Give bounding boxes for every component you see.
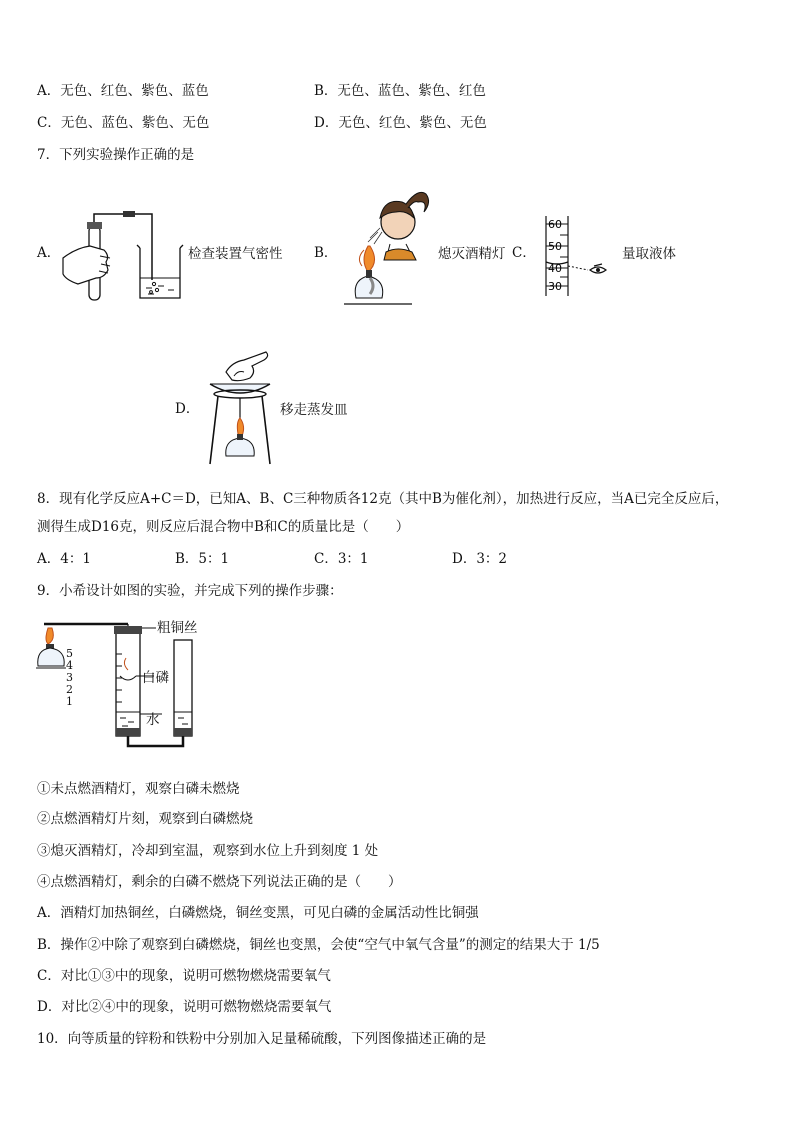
q7-option-a-label: A．	[37, 245, 61, 261]
q6-option-d: D．无色、红色、紫色、无色	[314, 115, 487, 131]
q9-step-3: ③熄灭酒精灯，冷却到室温，观察到水位上升到刻度 1 处	[37, 843, 379, 859]
q7-option-c-caption: 量取液体	[622, 246, 676, 262]
scale-5: 5	[66, 647, 73, 660]
q7-option-a-caption: 检查装置气密性	[188, 246, 283, 262]
q7-stem: 7．下列实验操作正确的是	[37, 147, 195, 163]
tick-50: 50	[548, 240, 562, 253]
q9-step-2: ②点燃酒精灯片刻，观察到白磷燃烧	[37, 811, 253, 827]
q7-option-d-label: D．	[175, 401, 200, 417]
label-copper-wire: 粗铜丝	[157, 620, 198, 636]
q8-stem-line-2: 测得生成D16克，则反应后混合物中B和C的质量比是（ ）	[37, 519, 410, 535]
q8-option-a: A．4：1	[37, 551, 91, 567]
q7-option-b-caption: 熄灭酒精灯	[438, 246, 506, 262]
q9-option-c: C．对比①③中的现象，说明可燃物燃烧需要氧气	[37, 968, 331, 984]
q9-option-d: D．对比②④中的现象，说明可燃物燃烧需要氧气	[37, 999, 332, 1015]
q6-option-c: C．无色、蓝色、紫色、无色	[37, 115, 210, 131]
evaporating-dish-figure	[204, 348, 276, 470]
q8-stem-line-1: 8．现有化学反应A+C＝D，已知A、B、C三种物质各12克（其中B为催化剂），加热进行反应，当A已完全反应后，	[37, 491, 729, 507]
scale-3: 3	[66, 671, 73, 684]
airtightness-check-figure	[58, 208, 188, 303]
q8-option-d: D．3：2	[452, 551, 508, 567]
label-water: 水	[146, 712, 160, 728]
scale-1: 1	[66, 695, 73, 708]
blow-out-lamp-figure	[340, 180, 440, 320]
graduated-cylinder-figure	[544, 214, 619, 298]
q9-option-a: A．酒精灯加热铜丝，白磷燃烧，铜丝变黑，可见白磷的金属活动性比铜强	[37, 905, 479, 921]
q7-option-b-label: B．	[314, 245, 338, 261]
q6-option-a: A．无色、红色、紫色、蓝色	[37, 83, 209, 99]
q7-option-d-caption: 移走蒸发皿	[280, 402, 348, 418]
q10-stem: 10．向等质量的锌粉和铁粉中分别加入足量稀硫酸，下列图像描述正确的是	[37, 1031, 487, 1047]
q7-option-c-label: C．	[512, 245, 536, 261]
label-white-phosphorus: 白磷	[142, 670, 169, 686]
q8-option-c: C．3：1	[314, 551, 369, 567]
scale-4: 4	[66, 659, 73, 672]
q9-step-4: ④点燃酒精灯，剩余的白磷不燃烧下列说法正确的是（ ）	[37, 874, 402, 890]
tick-60: 60	[548, 218, 562, 231]
q9-step-1: ①未点燃酒精灯，观察白磷未燃烧	[37, 781, 240, 797]
q9-option-b: B．操作②中除了观察到白磷燃烧，铜丝也变黑，会使“空气中氧气含量”的测定的结果大于 1/5	[37, 937, 600, 953]
tick-40: 40	[548, 262, 562, 275]
tick-30: 30	[548, 280, 562, 293]
q6-option-b: B．无色、蓝色、紫色、红色	[314, 83, 486, 99]
q8-option-b: B．5：1	[175, 551, 230, 567]
q9-stem: 9．小希设计如图的实验，并完成下列的操作步骤：	[37, 583, 343, 599]
scale-2: 2	[66, 683, 73, 696]
